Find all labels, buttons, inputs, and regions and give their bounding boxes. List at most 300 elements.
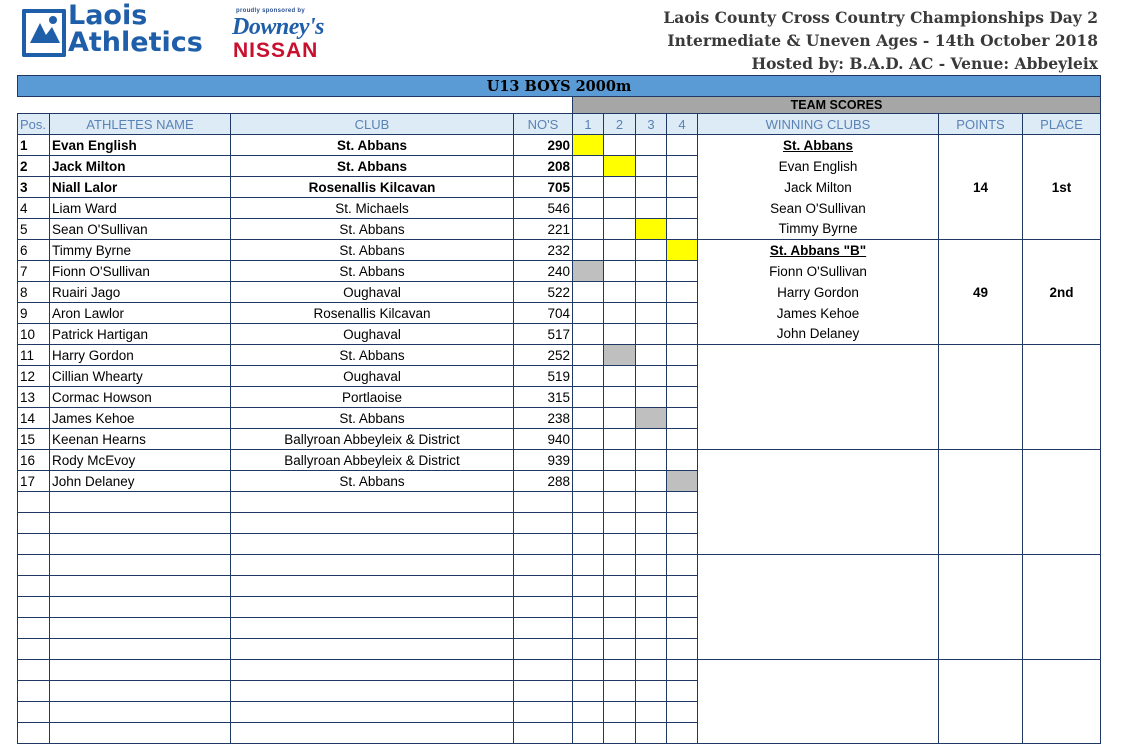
sponsor-name: Downey's bbox=[232, 14, 324, 40]
club-cell bbox=[231, 681, 514, 702]
club-cell: Rosenallis Kilcavan bbox=[231, 177, 514, 198]
team-place-empty bbox=[1023, 345, 1101, 450]
club-cell: St. Abbans bbox=[231, 261, 514, 282]
scorer-mark-cell-2 bbox=[604, 681, 636, 702]
scorer-mark-cell-2 bbox=[604, 387, 636, 408]
scorer-mark-cell-3 bbox=[636, 660, 667, 681]
club-cell: St. Abbans bbox=[231, 471, 514, 492]
bib-number-cell: 252 bbox=[514, 345, 573, 366]
pos-cell: 6 bbox=[18, 240, 50, 261]
scorer-mark-cell-2 bbox=[604, 723, 636, 744]
scorer-mark-cell-4 bbox=[667, 513, 698, 534]
athlete-name-cell bbox=[50, 639, 231, 660]
pos-cell: 4 bbox=[18, 198, 50, 219]
scorer-mark-cell-2 bbox=[604, 513, 636, 534]
team-member: Sean O'Sullivan bbox=[698, 198, 939, 219]
sponsor-tagline: proudly sponsored by bbox=[236, 8, 306, 14]
scorer-mark-cell-3 bbox=[636, 450, 667, 471]
athlete-name-cell: Aron Lawlor bbox=[50, 303, 231, 324]
scorer-mark-cell-2 bbox=[604, 366, 636, 387]
scorer-mark-cell-1 bbox=[573, 660, 604, 681]
sponsor-brand: NISSAN bbox=[233, 39, 319, 62]
bib-number-cell: 546 bbox=[514, 198, 573, 219]
col-athletes-name: ATHLETES NAME bbox=[50, 114, 231, 135]
logo-line-2: Athletics bbox=[68, 27, 203, 58]
pos-cell: 11 bbox=[18, 345, 50, 366]
club-cell: St. Abbans bbox=[231, 408, 514, 429]
pos-cell bbox=[18, 723, 50, 744]
scorer-mark-cell-1 bbox=[573, 555, 604, 576]
athlete-name-cell bbox=[50, 681, 231, 702]
team-points-empty bbox=[939, 450, 1023, 555]
winning-club-empty bbox=[698, 450, 939, 555]
pos-cell: 2 bbox=[18, 156, 50, 177]
team-place-empty bbox=[1023, 555, 1101, 660]
scorer-mark-cell-4 bbox=[667, 177, 698, 198]
championship-title bbox=[663, 6, 1098, 75]
athlete-name-cell bbox=[50, 555, 231, 576]
team-place: 2nd bbox=[1023, 240, 1101, 345]
athlete-name-cell: Cormac Howson bbox=[50, 387, 231, 408]
athlete-name-cell bbox=[50, 576, 231, 597]
club-cell: Oughaval bbox=[231, 366, 514, 387]
club-cell bbox=[231, 618, 514, 639]
scorer-mark-cell-3 bbox=[636, 303, 667, 324]
team-member: Jack Milton bbox=[698, 177, 939, 198]
athlete-name-cell: Keenan Hearns bbox=[50, 429, 231, 450]
athlete-name-cell bbox=[50, 660, 231, 681]
scorer-mark-cell-3 bbox=[636, 492, 667, 513]
scorer-mark-cell-1 bbox=[573, 597, 604, 618]
scorer-mark-cell-3 bbox=[636, 597, 667, 618]
table-row bbox=[18, 345, 1101, 366]
table-row bbox=[18, 177, 1101, 198]
scorer-mark-cell-3 bbox=[636, 471, 667, 492]
scorer-mark-cell-2 bbox=[604, 534, 636, 555]
scorer-mark-cell-4 bbox=[667, 135, 698, 156]
athlete-name-cell: Timmy Byrne bbox=[50, 240, 231, 261]
bib-number-cell: 208 bbox=[514, 156, 573, 177]
scorer-mark-cell-1 bbox=[573, 387, 604, 408]
scorer-mark-cell-3 bbox=[636, 282, 667, 303]
col-pos: Pos. bbox=[18, 114, 50, 135]
scorer-mark-cell-1 bbox=[573, 534, 604, 555]
pos-cell bbox=[18, 534, 50, 555]
club-cell bbox=[231, 534, 514, 555]
athlete-name-cell: Niall Lalor bbox=[50, 177, 231, 198]
col-scorer-4: 4 bbox=[667, 114, 698, 135]
scorer-mark-cell-3 bbox=[636, 261, 667, 282]
pos-cell: 12 bbox=[18, 366, 50, 387]
pos-cell bbox=[18, 597, 50, 618]
club-cell: Portlaoise bbox=[231, 387, 514, 408]
team-points: 14 bbox=[939, 135, 1023, 240]
col-winning-clubs: WINNING CLUBS bbox=[698, 114, 939, 135]
team-points: 49 bbox=[939, 240, 1023, 345]
pos-cell bbox=[18, 681, 50, 702]
athlete-name-cell: Fionn O'Sullivan bbox=[50, 261, 231, 282]
scorer-mark-cell-1 bbox=[573, 639, 604, 660]
scorer-mark-cell-3 bbox=[636, 534, 667, 555]
scorer-mark-cell-2 bbox=[604, 219, 636, 240]
winning-club-empty bbox=[698, 555, 939, 660]
scorer-mark-cell-1 bbox=[573, 450, 604, 471]
scorer-mark-cell-1 bbox=[573, 156, 604, 177]
club-cell: St. Abbans bbox=[231, 345, 514, 366]
bib-number-cell: 704 bbox=[514, 303, 573, 324]
athlete-name-cell bbox=[50, 597, 231, 618]
team-member: John Delaney bbox=[698, 324, 939, 345]
scorer-mark-cell-4 bbox=[667, 471, 698, 492]
athlete-name-cell bbox=[50, 534, 231, 555]
scorer-mark-cell-4 bbox=[667, 387, 698, 408]
team-scores-header: TEAM SCORES bbox=[573, 97, 1101, 114]
scorer-mark-cell-1 bbox=[573, 408, 604, 429]
club-cell bbox=[231, 702, 514, 723]
bib-number-cell bbox=[514, 618, 573, 639]
scorer-mark-cell-2 bbox=[604, 156, 636, 177]
scorer-mark-cell-4 bbox=[667, 492, 698, 513]
title-line-1: Laois County Cross Country Championships Day 2 bbox=[663, 8, 1098, 27]
athlete-name-cell bbox=[50, 492, 231, 513]
scorer-mark-cell-4 bbox=[667, 345, 698, 366]
table-row bbox=[18, 282, 1101, 303]
team-member: Timmy Byrne bbox=[698, 219, 939, 240]
scorer-mark-cell-3 bbox=[636, 639, 667, 660]
team-place-empty bbox=[1023, 660, 1101, 744]
winning-club-empty bbox=[698, 345, 939, 450]
scorer-mark-cell-1 bbox=[573, 303, 604, 324]
scorer-mark-cell-2 bbox=[604, 555, 636, 576]
table-row bbox=[18, 240, 1101, 261]
scorer-mark-cell-3 bbox=[636, 576, 667, 597]
col-scorer-2: 2 bbox=[604, 114, 636, 135]
scorer-mark-cell-3 bbox=[636, 702, 667, 723]
pos-cell: 17 bbox=[18, 471, 50, 492]
scorer-mark-cell-1 bbox=[573, 618, 604, 639]
team-place: 1st bbox=[1023, 135, 1101, 240]
pos-cell bbox=[18, 618, 50, 639]
col-place: PLACE bbox=[1023, 114, 1101, 135]
athlete-name-cell: Rody McEvoy bbox=[50, 450, 231, 471]
scorer-mark-cell-1 bbox=[573, 282, 604, 303]
scorer-mark-cell-4 bbox=[667, 240, 698, 261]
athlete-name-cell: Cillian Whearty bbox=[50, 366, 231, 387]
scorer-mark-cell-3 bbox=[636, 618, 667, 639]
pos-cell bbox=[18, 576, 50, 597]
scorer-mark-cell-1 bbox=[573, 702, 604, 723]
blank-cell bbox=[18, 97, 573, 114]
scorer-mark-cell-4 bbox=[667, 156, 698, 177]
club-cell bbox=[231, 639, 514, 660]
scorer-mark-cell-2 bbox=[604, 198, 636, 219]
athlete-name-cell bbox=[50, 513, 231, 534]
scorer-mark-cell-2 bbox=[604, 135, 636, 156]
scorer-mark-cell-1 bbox=[573, 261, 604, 282]
pos-cell: 15 bbox=[18, 429, 50, 450]
scorer-mark-cell-4 bbox=[667, 639, 698, 660]
pos-cell: 3 bbox=[18, 177, 50, 198]
scorer-mark-cell-1 bbox=[573, 345, 604, 366]
scorer-mark-cell-3 bbox=[636, 681, 667, 702]
table-row bbox=[18, 660, 1101, 681]
club-cell bbox=[231, 597, 514, 618]
club-cell: St. Abbans bbox=[231, 156, 514, 177]
bib-number-cell bbox=[514, 576, 573, 597]
scorer-mark-cell-4 bbox=[667, 534, 698, 555]
bib-number-cell bbox=[514, 660, 573, 681]
table-row bbox=[18, 156, 1101, 177]
col-scorer-1: 1 bbox=[573, 114, 604, 135]
pos-cell: 13 bbox=[18, 387, 50, 408]
club-cell: Oughaval bbox=[231, 324, 514, 345]
scorer-mark-cell-4 bbox=[667, 282, 698, 303]
scorer-mark-cell-2 bbox=[604, 240, 636, 261]
scorer-mark-cell-3 bbox=[636, 240, 667, 261]
scorer-mark-cell-1 bbox=[573, 513, 604, 534]
scorer-mark-cell-1 bbox=[573, 219, 604, 240]
table-row bbox=[18, 135, 1101, 156]
scorer-mark-cell-1 bbox=[573, 471, 604, 492]
pos-cell: 9 bbox=[18, 303, 50, 324]
table-row bbox=[18, 450, 1101, 471]
scorer-mark-cell-3 bbox=[636, 324, 667, 345]
bib-number-cell bbox=[514, 723, 573, 744]
scorer-mark-cell-2 bbox=[604, 429, 636, 450]
bib-number-cell: 940 bbox=[514, 429, 573, 450]
bib-number-cell: 315 bbox=[514, 387, 573, 408]
athlete-name-cell: Evan English bbox=[50, 135, 231, 156]
scorer-mark-cell-4 bbox=[667, 261, 698, 282]
bib-number-cell: 705 bbox=[514, 177, 573, 198]
scorer-mark-cell-2 bbox=[604, 324, 636, 345]
scorer-mark-cell-1 bbox=[573, 135, 604, 156]
bib-number-cell bbox=[514, 534, 573, 555]
team-points-empty bbox=[939, 660, 1023, 744]
bib-number-cell bbox=[514, 555, 573, 576]
laois-athletics-logo bbox=[68, 2, 203, 56]
title-line-3: Hosted by: B.A.D. AC - Venue: Abbeyleix bbox=[751, 54, 1098, 73]
club-cell: St. Michaels bbox=[231, 198, 514, 219]
table-row bbox=[18, 555, 1101, 576]
athlete-name-cell: Liam Ward bbox=[50, 198, 231, 219]
team-place-empty bbox=[1023, 450, 1101, 555]
club-cell: St. Abbans bbox=[231, 135, 514, 156]
scorer-mark-cell-1 bbox=[573, 198, 604, 219]
scorer-mark-cell-1 bbox=[573, 366, 604, 387]
scorer-mark-cell-2 bbox=[604, 450, 636, 471]
bib-number-cell: 522 bbox=[514, 282, 573, 303]
bib-number-cell: 232 bbox=[514, 240, 573, 261]
winning-club-name: St. Abbans "B" bbox=[698, 240, 939, 261]
scorer-mark-cell-2 bbox=[604, 408, 636, 429]
scorer-mark-cell-4 bbox=[667, 702, 698, 723]
bib-number-cell: 517 bbox=[514, 324, 573, 345]
team-points-empty bbox=[939, 555, 1023, 660]
bib-number-cell: 519 bbox=[514, 366, 573, 387]
pos-cell: 10 bbox=[18, 324, 50, 345]
scorer-mark-cell-4 bbox=[667, 723, 698, 744]
scorer-mark-cell-2 bbox=[604, 639, 636, 660]
scorer-mark-cell-1 bbox=[573, 240, 604, 261]
scorer-mark-cell-2 bbox=[604, 492, 636, 513]
col-points: POINTS bbox=[939, 114, 1023, 135]
club-cell: Oughaval bbox=[231, 282, 514, 303]
club-cell bbox=[231, 723, 514, 744]
scorer-mark-cell-1 bbox=[573, 681, 604, 702]
athlete-name-cell bbox=[50, 723, 231, 744]
scorer-mark-cell-4 bbox=[667, 198, 698, 219]
team-member: James Kehoe bbox=[698, 303, 939, 324]
scorer-mark-cell-3 bbox=[636, 366, 667, 387]
scorer-mark-cell-3 bbox=[636, 177, 667, 198]
scorer-mark-cell-1 bbox=[573, 177, 604, 198]
scorer-mark-cell-2 bbox=[604, 618, 636, 639]
scorer-mark-cell-2 bbox=[604, 261, 636, 282]
club-cell bbox=[231, 576, 514, 597]
scorer-mark-cell-3 bbox=[636, 219, 667, 240]
club-cell: St. Abbans bbox=[231, 219, 514, 240]
scorer-mark-cell-3 bbox=[636, 345, 667, 366]
bib-number-cell bbox=[514, 639, 573, 660]
team-member: Harry Gordon bbox=[698, 282, 939, 303]
club-cell bbox=[231, 660, 514, 681]
team-points-empty bbox=[939, 345, 1023, 450]
scorer-mark-cell-3 bbox=[636, 408, 667, 429]
winning-club-empty bbox=[698, 660, 939, 744]
pos-cell: 14 bbox=[18, 408, 50, 429]
team-member: Fionn O'Sullivan bbox=[698, 261, 939, 282]
scorer-mark-cell-4 bbox=[667, 681, 698, 702]
pos-cell: 1 bbox=[18, 135, 50, 156]
scorer-mark-cell-2 bbox=[604, 282, 636, 303]
scorer-mark-cell-4 bbox=[667, 366, 698, 387]
athlete-name-cell: Ruairi Jago bbox=[50, 282, 231, 303]
scorer-mark-cell-3 bbox=[636, 156, 667, 177]
athlete-name-cell: Harry Gordon bbox=[50, 345, 231, 366]
pos-cell bbox=[18, 702, 50, 723]
club-cell bbox=[231, 492, 514, 513]
club-cell: Ballyroan Abbeyleix & District bbox=[231, 450, 514, 471]
club-cell: Ballyroan Abbeyleix & District bbox=[231, 429, 514, 450]
pos-cell bbox=[18, 660, 50, 681]
pos-cell: 8 bbox=[18, 282, 50, 303]
scorer-mark-cell-4 bbox=[667, 303, 698, 324]
table-row bbox=[18, 219, 1101, 240]
scorer-mark-cell-1 bbox=[573, 429, 604, 450]
scorer-mark-cell-1 bbox=[573, 576, 604, 597]
scorer-mark-cell-3 bbox=[636, 723, 667, 744]
scorer-mark-cell-3 bbox=[636, 135, 667, 156]
scorer-mark-cell-2 bbox=[604, 345, 636, 366]
scorer-mark-cell-2 bbox=[604, 177, 636, 198]
club-cell bbox=[231, 513, 514, 534]
scorer-mark-cell-3 bbox=[636, 513, 667, 534]
scorer-mark-cell-2 bbox=[604, 303, 636, 324]
scorer-mark-cell-2 bbox=[604, 702, 636, 723]
scorer-mark-cell-4 bbox=[667, 597, 698, 618]
scorer-mark-cell-4 bbox=[667, 219, 698, 240]
scorer-mark-cell-4 bbox=[667, 429, 698, 450]
scorer-mark-cell-4 bbox=[667, 450, 698, 471]
column-header-row bbox=[18, 114, 1101, 135]
winning-club-name: St. Abbans bbox=[698, 135, 939, 156]
bib-number-cell: 939 bbox=[514, 450, 573, 471]
scorer-mark-cell-4 bbox=[667, 555, 698, 576]
pos-cell: 5 bbox=[18, 219, 50, 240]
scorer-mark-cell-3 bbox=[636, 198, 667, 219]
scorer-mark-cell-4 bbox=[667, 618, 698, 639]
scorer-mark-cell-4 bbox=[667, 660, 698, 681]
col-scorer-3: 3 bbox=[636, 114, 667, 135]
athlete-name-cell: James Kehoe bbox=[50, 408, 231, 429]
bib-number-cell bbox=[514, 513, 573, 534]
scorer-mark-cell-2 bbox=[604, 660, 636, 681]
pos-cell: 7 bbox=[18, 261, 50, 282]
scorer-mark-cell-2 bbox=[604, 597, 636, 618]
table-row bbox=[18, 198, 1101, 219]
scorer-mark-cell-3 bbox=[636, 387, 667, 408]
scorer-mark-cell-2 bbox=[604, 576, 636, 597]
bib-number-cell bbox=[514, 681, 573, 702]
bib-number-cell: 288 bbox=[514, 471, 573, 492]
club-cell: St. Abbans bbox=[231, 240, 514, 261]
scorer-mark-cell-4 bbox=[667, 408, 698, 429]
bib-number-cell: 221 bbox=[514, 219, 573, 240]
laois-athletics-crest-icon bbox=[22, 9, 66, 57]
pos-cell bbox=[18, 639, 50, 660]
col-club: CLUB bbox=[231, 114, 514, 135]
scorer-mark-cell-2 bbox=[604, 471, 636, 492]
scorer-mark-cell-1 bbox=[573, 492, 604, 513]
col-number: NO'S bbox=[514, 114, 573, 135]
results-sheet bbox=[17, 75, 1101, 744]
title-line-2: Intermediate & Uneven Ages - 14th October 2018 bbox=[667, 31, 1098, 50]
team-member: Evan English bbox=[698, 156, 939, 177]
scorer-mark-cell-3 bbox=[636, 429, 667, 450]
scorer-mark-cell-1 bbox=[573, 324, 604, 345]
pos-cell bbox=[18, 513, 50, 534]
bib-number-cell bbox=[514, 702, 573, 723]
athlete-name-cell bbox=[50, 702, 231, 723]
bib-number-cell: 238 bbox=[514, 408, 573, 429]
table-row bbox=[18, 303, 1101, 324]
athlete-name-cell: Patrick Hartigan bbox=[50, 324, 231, 345]
scorer-mark-cell-4 bbox=[667, 576, 698, 597]
bib-number-cell: 240 bbox=[514, 261, 573, 282]
pos-cell: 16 bbox=[18, 450, 50, 471]
scorer-mark-cell-3 bbox=[636, 555, 667, 576]
logo-line-1: Laois bbox=[68, 0, 148, 31]
club-cell: Rosenallis Kilcavan bbox=[231, 303, 514, 324]
athlete-name-cell bbox=[50, 618, 231, 639]
athlete-name-cell: John Delaney bbox=[50, 471, 231, 492]
pos-cell bbox=[18, 555, 50, 576]
table-row bbox=[18, 261, 1101, 282]
athlete-name-cell: Jack Milton bbox=[50, 156, 231, 177]
scorer-mark-cell-4 bbox=[667, 324, 698, 345]
athlete-name-cell: Sean O'Sullivan bbox=[50, 219, 231, 240]
scorer-mark-cell-1 bbox=[573, 723, 604, 744]
results-table bbox=[17, 75, 1101, 744]
table-row bbox=[18, 324, 1101, 345]
bib-number-cell bbox=[514, 597, 573, 618]
bib-number-cell bbox=[514, 492, 573, 513]
event-title: U13 BOYS 2000m bbox=[18, 76, 1101, 97]
pos-cell bbox=[18, 492, 50, 513]
club-cell bbox=[231, 555, 514, 576]
bib-number-cell: 290 bbox=[514, 135, 573, 156]
